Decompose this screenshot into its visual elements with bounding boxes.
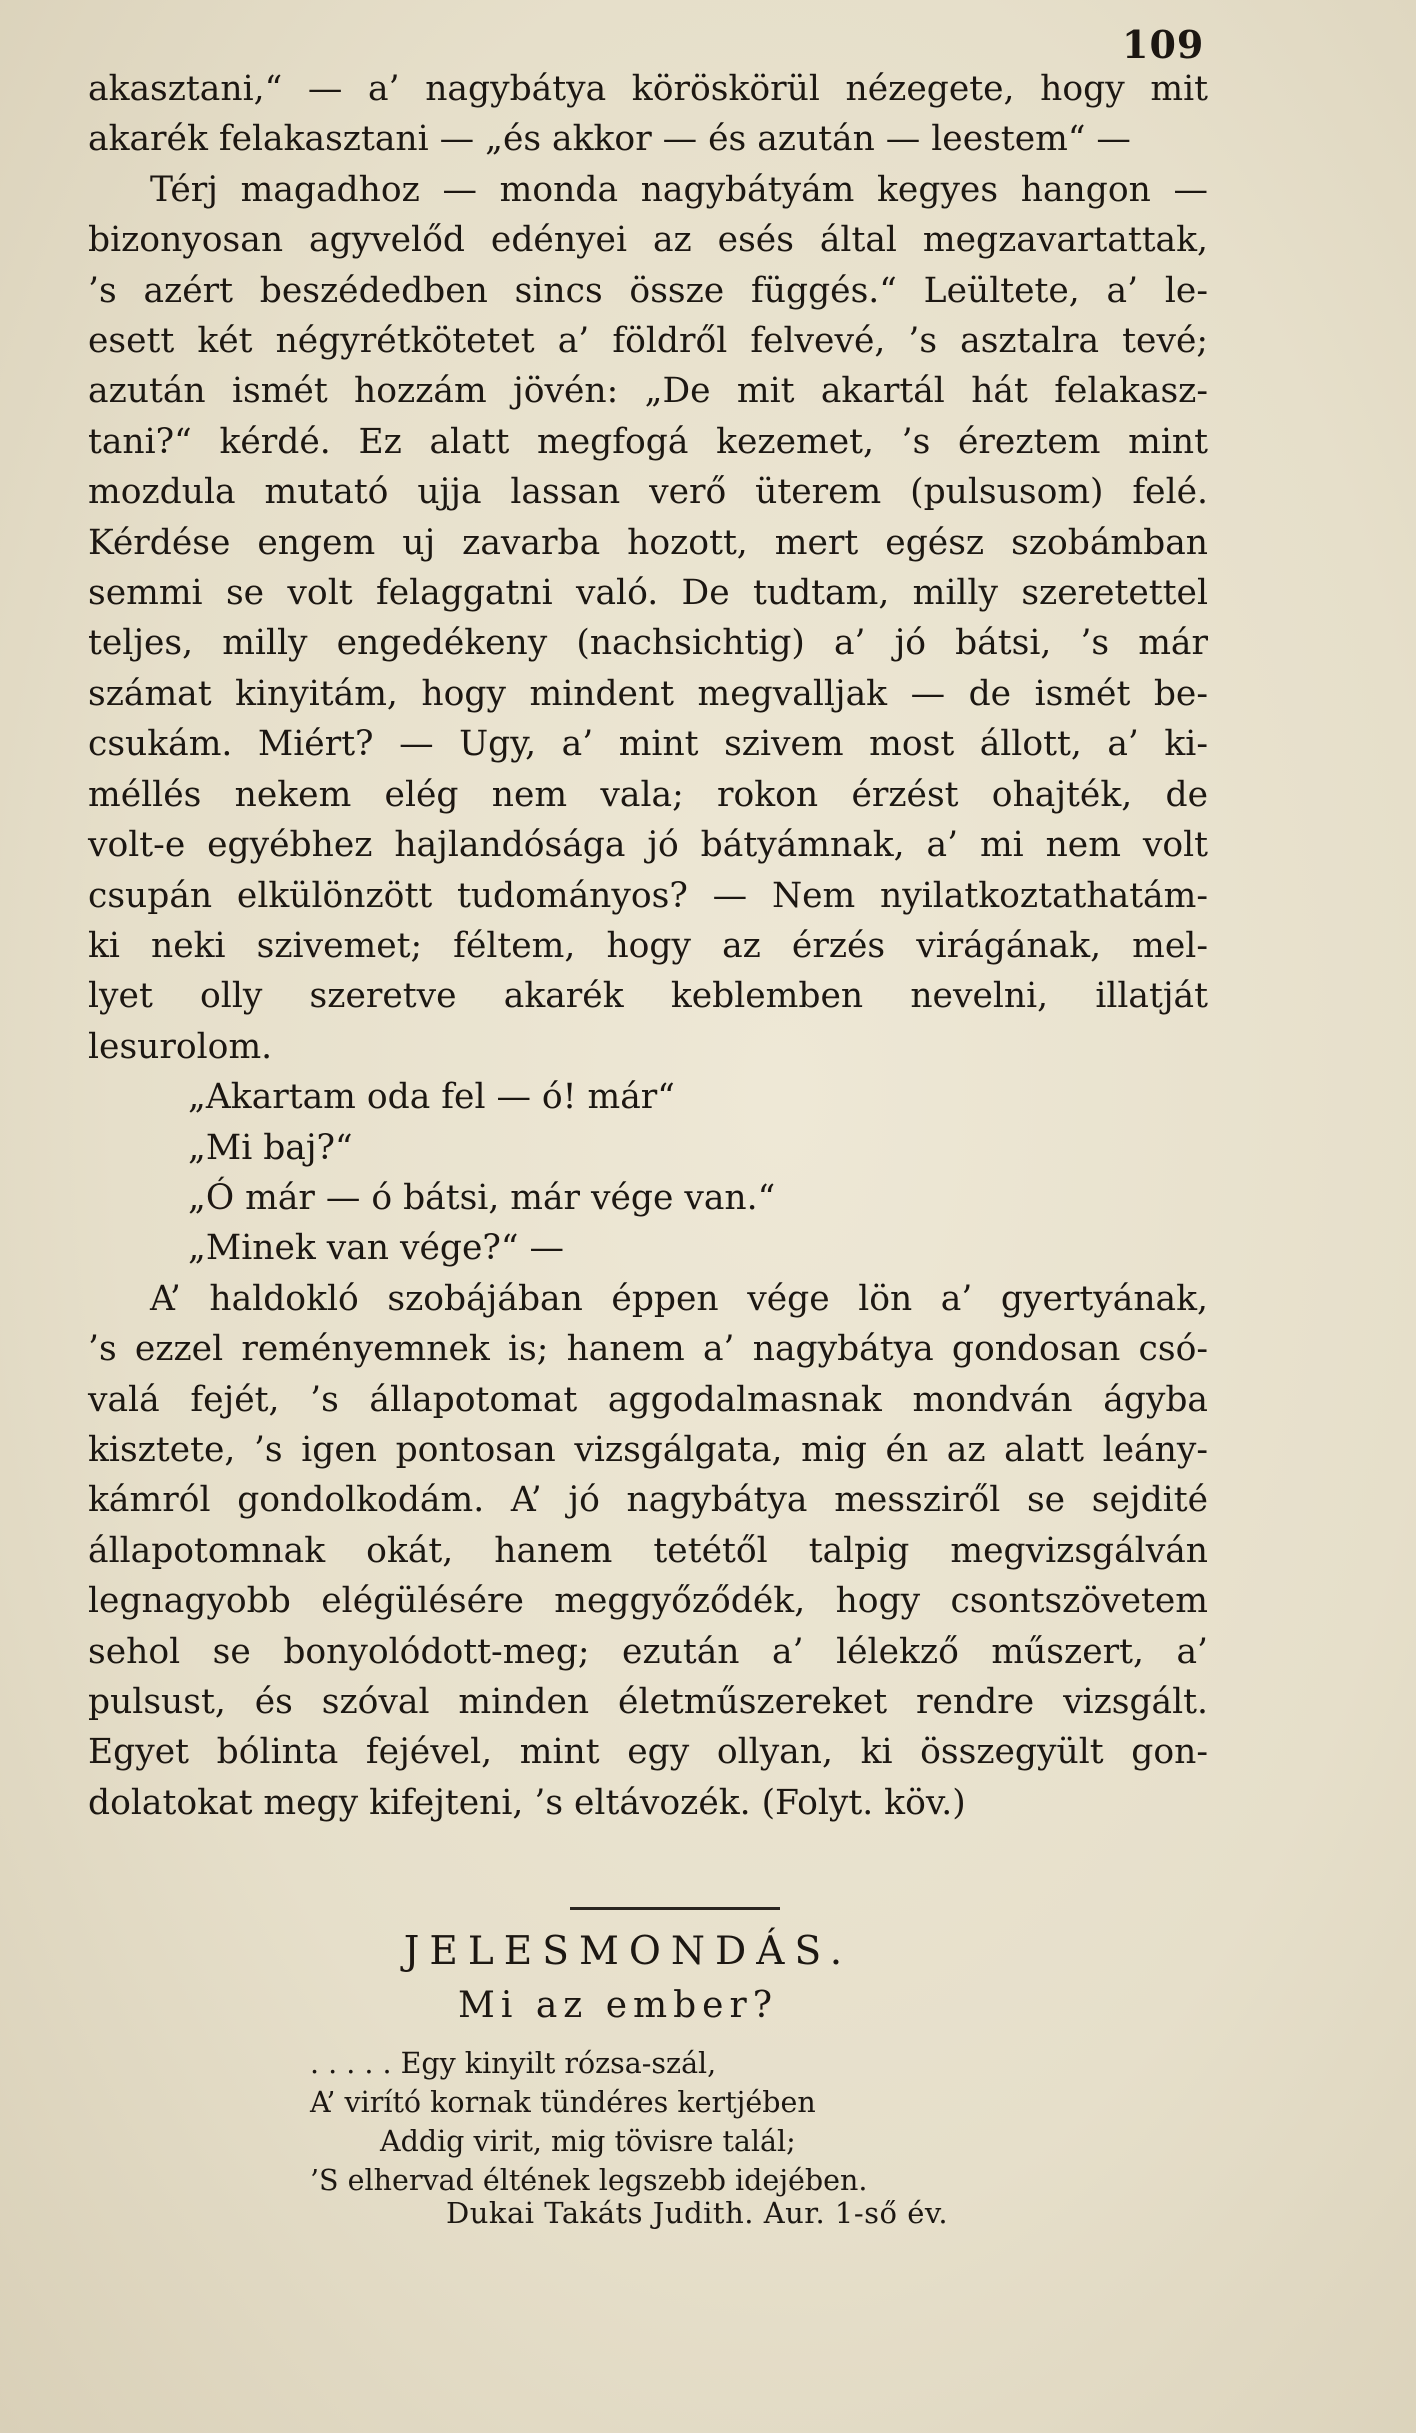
text-line: lyet olly szeretve akarék keblemben nevelni, illatját (88, 976, 1208, 1017)
text-line: kisztete, ’s igen pontosan vizsgálgata, mig én az alatt leány- (88, 1429, 1208, 1470)
text-line: sehol se bonyolódott-meg; ezután a’ lélekző műszert, a’ (88, 1631, 1208, 1672)
text-line: lesurolom. (88, 1026, 273, 1067)
text-line: ’s ezzel reményemnek is; hanem a’ nagybátya gondosan csó- (88, 1329, 1208, 1370)
text-line: azután ismét hozzám jövén: „De mit akartál hát felakasz- (88, 371, 1208, 412)
text-line: számat kinyitám, hogy mindent megvalljak — de ismét be- (88, 673, 1208, 714)
text-line: pulsust, és szóval minden életműszereket rendre vizsgált. (88, 1682, 1208, 1722)
text-line: semmi se volt felaggatni való. De tudtam, milly szeretettel (88, 573, 1208, 614)
text-line: akasztani,“ — a’ nagybátya köröskörül nézegete, hogy mit (88, 69, 1208, 109)
text-line: csukám. Miért? — Ugy, a’ mint szivem most állott, a’ ki- (88, 724, 1208, 765)
poem-line: ’S elhervad éltének legszebb idejében. (310, 2164, 868, 2197)
text-line: Egyet bólinta fejével, mint egy ollyan, ki összegyült gon- (88, 1732, 1208, 1773)
text-line: volt-e egyébhez hajlandósága jó bátyámnak, a’ mi nem volt (88, 825, 1208, 866)
heading-block (88, 1924, 1208, 2032)
poem (310, 2044, 1030, 2200)
poem-attribution: Dukai Takáts Judith. Aur. 1-ső év. (446, 2196, 949, 2230)
text-line: dolatokat megy kifejteni, ’s eltávozék. (Folyt. köv.) (88, 1782, 966, 1823)
poem-line: . . . . . Egy kinyilt rózsa-szál, (310, 2047, 717, 2080)
text-line: teljes, milly engedékeny (nachsichtig) a’ jó bátsi, ’s már (88, 623, 1208, 664)
text-line: Térj magadhoz — monda nagybátyám kegyes hangon — (150, 169, 1208, 210)
text-line: „Mi baj?“ (188, 1127, 353, 1168)
poem-line: Addig virit, mig tövisre talál; (380, 2125, 796, 2158)
text-line: csupán elkülönzött tudományos? — Nem nyilatkoztathatám- (88, 875, 1208, 916)
text-line: ki neki szivemet; féltem, hogy az érzés virágának, mel- (88, 925, 1208, 966)
text-line: kámról gondolkodám. A’ jó nagybátya messziről se sejdité (88, 1480, 1208, 1521)
text-line: „Minek van vége?“ — (188, 1228, 564, 1269)
section-subheading: Mi az ember? (458, 1985, 778, 2026)
text-line: legnagyobb elégülésére meggyőződék, hogy csontszövetem (88, 1581, 1208, 1622)
page-number: 109 (1122, 22, 1205, 67)
text-line: mozdula mutató ujja lassan verő üterem (pulsusom) felé. (88, 472, 1208, 513)
text-line: valá fejét, ’s állapotomat aggodalmasnak mondván ágyba (88, 1379, 1208, 1420)
text-line: akarék felakasztani — „és akkor — és azután — leestem“ — (88, 119, 1131, 160)
text-line: Kérdése engem uj zavarba hozott, mert egész szobámban (88, 522, 1208, 563)
section-divider (570, 1907, 780, 1910)
poem-line: A’ virító kornak tündéres kertjében (310, 2086, 816, 2119)
text-line: bizonyosan agyvelőd edényei az esés által megzavartattak, (88, 220, 1208, 261)
text-line: tani?“ kérdé. Ez alatt megfogá kezemet, ’s éreztem mint (88, 421, 1208, 462)
text-line: „Ó már — ó bátsi, már vége van.“ (188, 1177, 776, 1218)
body-text (88, 64, 1208, 1828)
text-line: esett két négyrétkötetet a’ földről felvevé, ’s asztalra tevé; (88, 321, 1208, 362)
text-line: „Akartam oda fel — ó! már“ (188, 1077, 675, 1118)
text-line: A’ haldokló szobájában éppen vége lön a’ gyertyának, (150, 1278, 1208, 1319)
text-line: ’s azért beszédedben sincs össze függés.“ Leültete, a’ le- (88, 270, 1208, 311)
section-heading: JELESMONDÁS. (403, 1929, 853, 1974)
text-line: méllés nekem elég nem vala; rokon érzést ohajték, de (88, 774, 1208, 815)
text-line: állapotomnak okát, hanem tetétől talpig megvizsgálván (88, 1530, 1208, 1571)
